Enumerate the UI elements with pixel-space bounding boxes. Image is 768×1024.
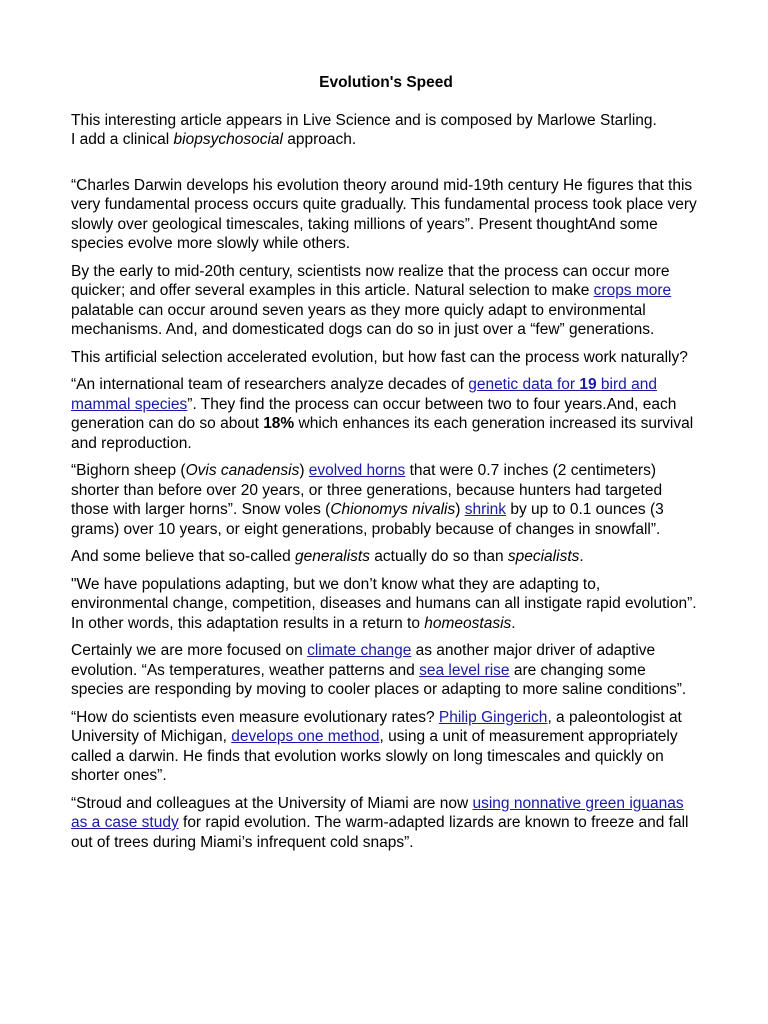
link-evolved-horns[interactable]: evolved horns <box>308 462 406 479</box>
link-climate-change[interactable]: climate change <box>307 642 412 659</box>
paragraph-climate <box>71 641 701 700</box>
paragraph-artificial-selection: This artificial selection accelerated evolution, but how fast can the process work naturally? <box>71 348 688 366</box>
paragraph-research <box>71 375 701 453</box>
emphasis-specialists: specialists <box>507 548 580 565</box>
intro-text: approach. <box>282 131 357 148</box>
paragraph-text: , using a unit of measurement appropriately called a darwin. He finds that evolution works slowly on long timescales and quickly on shorter ones”. <box>71 728 678 784</box>
paragraph-text: And some believe that so-called <box>71 548 296 565</box>
link-text: genetic data for <box>468 376 580 393</box>
intro-text: I add a clinical <box>71 131 174 148</box>
link-sea-level-rise[interactable]: sea level rise <box>419 661 510 679</box>
paragraph-text: . <box>511 614 516 632</box>
species-name: Chionomys nivalis <box>330 501 456 518</box>
paragraph-text: “An international team of researchers analyze decades of <box>71 376 469 393</box>
emphasis-generalists: generalists <box>295 548 370 565</box>
paragraph-text: by up to 0.1 ounces (3 grams) over 10 years, or eight generations, probably because of changes in snowfall”. <box>71 501 664 538</box>
paragraph-generalists <box>71 547 701 567</box>
link-philip-gingerich[interactable]: Philip Gingerich <box>438 708 548 726</box>
paragraph-text: actually do so than <box>370 548 508 565</box>
paragraph-bighorn <box>71 461 701 539</box>
intro-paragraph <box>71 111 701 150</box>
intro-line: This interesting article appears in Live Science and is composed by Marlowe Starling. <box>71 111 657 129</box>
paragraph-text: “Bighorn sheep ( <box>71 462 186 479</box>
paragraph-text: Certainly we are more focused on <box>71 642 308 659</box>
link-bold-number: 19 <box>579 376 597 393</box>
paragraph-measurement <box>71 708 701 786</box>
intro-emphasis: biopsychosocial <box>173 131 283 148</box>
paragraph-text: "We have populations adapting, but we don’t know what they are adapting to, environmental change, competition, diseases and humans can all instigate rapid evolution”. In other words, this adaptation results in a return to <box>71 575 697 632</box>
species-name: Ovis canadensis <box>185 462 300 479</box>
paragraph-text: . <box>579 548 584 565</box>
link-text: bird and mammal species <box>71 376 657 413</box>
paragraph-text: ) <box>455 501 465 518</box>
paragraph-text: By the early to mid-20th century, scientists now realize that the process can occur more quicker; and offer several examples in this article. Natural selection to make <box>71 262 670 299</box>
paragraph-text: for rapid evolution. The warm-adapted lizards are known to freeze and fall out of trees during Miami’s infrequent cold snaps”. <box>71 814 689 851</box>
paragraph-text: that were 0.7 inches (2 centimeters) shorter than before over 20 years, or three generations, because hunters had targeted those with larger horns”. Snow voles ( <box>71 462 663 518</box>
paragraph-text: palatable can occur around seven years as they more quicly adapt to environmental mechanisms. And, and domesticated dogs can do so in just over a “few” generations. <box>71 301 655 338</box>
paragraph-populations <box>71 575 701 634</box>
paragraph-text: ”. They find the process can occur between two to four years.And, each generation can do so about <box>71 395 677 432</box>
paragraph-iguanas <box>71 794 701 853</box>
paragraph-darwin: “Charles Darwin develops his evolution theory around mid-19th century He figures that this very fundamental process occurs quite gradually. This fundamental process took place very slowly over geological timescales, taking millions of years”. Present thoughtAnd some species evolve more slowly while others. <box>71 176 697 252</box>
paragraph-text: which enhances its each generation increased its survival and reproduction. <box>71 415 694 452</box>
paragraph-text: “Stroud and colleagues at the University of Miami are now <box>71 794 473 812</box>
link-crops[interactable]: crops more <box>593 282 672 299</box>
link-shrink[interactable]: shrink <box>464 501 507 518</box>
paragraph-text: are changing some species are responding by moving to cooler places or adapting to more saline conditions”. <box>71 661 687 698</box>
page-title: Evolution's Speed <box>319 74 453 91</box>
emphasis-homeostasis: homeostasis <box>424 614 512 632</box>
bold-percentage: 18% <box>263 415 295 432</box>
paragraph-text: as another major driver of adaptive evolution. “As temperatures, weather patterns and <box>71 642 656 679</box>
paragraph-text: ) <box>299 462 309 479</box>
article-body <box>71 73 701 860</box>
paragraph-selection <box>71 262 701 340</box>
link-develops-one-method[interactable]: develops one method <box>231 728 380 745</box>
paragraph-text: “How do scientists even measure evolutionary rates? <box>71 708 439 726</box>
paragraph-text: , a paleontologist at University of Michigan, <box>71 708 682 745</box>
link-iguanas-case-study[interactable]: using nonnative green iguanas as a case study <box>71 794 684 831</box>
